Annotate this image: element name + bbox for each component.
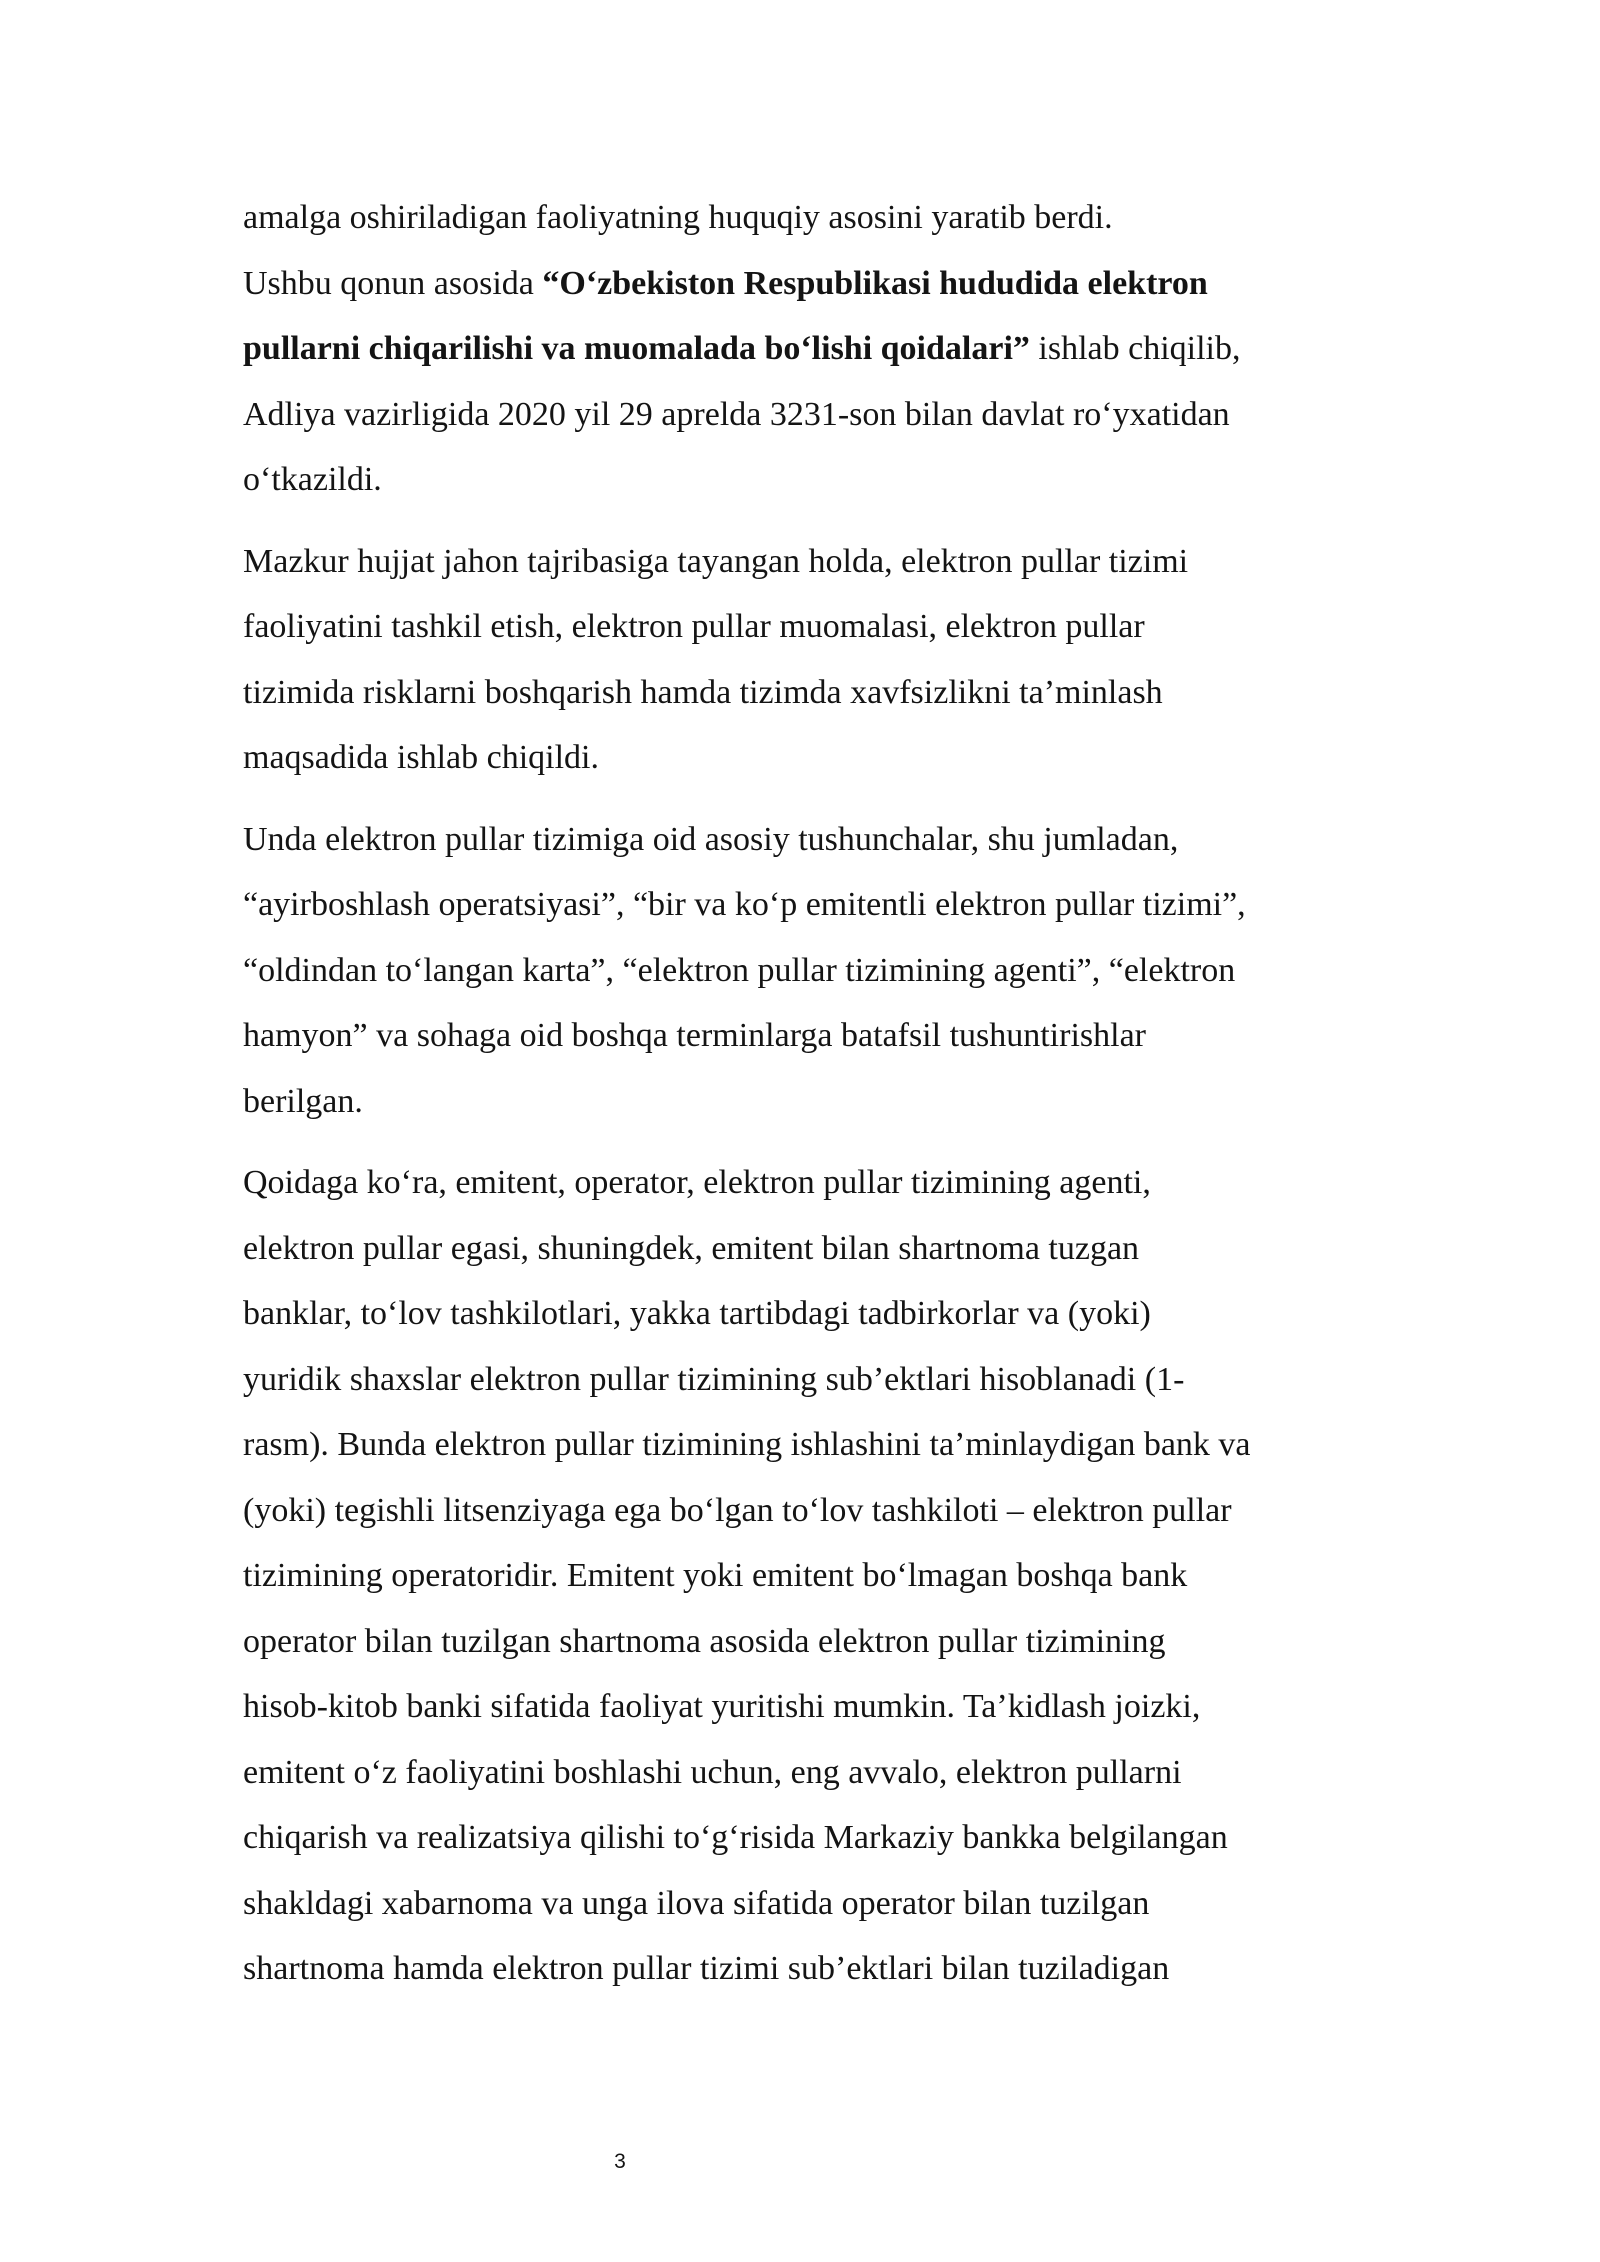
text-run: hamyon” va sohaga oid boshqa terminlarga batafsil tushuntirishlar (243, 1017, 1146, 1054)
text-line (243, 1674, 1373, 1740)
text-line (243, 1740, 1373, 1806)
text-run: shartnoma hamda elektron pullar tizimi sub’ektlari bilan tuziladigan (243, 1950, 1170, 1987)
text-run: oʻtkazildi. (243, 461, 382, 498)
text-run: Ushbu qonun asosida (243, 264, 543, 302)
bold-text-run: pullarni chiqarilishi va muomalada boʻlishi qoidalari” (243, 330, 1030, 367)
text-run: amalga oshiriladigan faoliyatning huquqiy asosini yaratib berdi. (243, 199, 1113, 236)
text-run: maqsadida ishlab chiqildi. (243, 739, 599, 776)
text-line (243, 1281, 1373, 1347)
text-run: tizimida risklarni boshqarish hamda tizimda xavfsizlikni ta’minlash (243, 673, 1163, 711)
text-run: “oldindan toʻlangan karta”, “elektron pullar tizimining agenti”, “elektron (243, 951, 1236, 989)
text-line (243, 251, 1373, 317)
text-run: banklar, toʻlov tashkilotlari, yakka tartibdagi tadbirkorlar va (yoki) (243, 1295, 1151, 1332)
text-run: ishlab chiqilib, (1029, 330, 1241, 367)
page-number: 3 (614, 2150, 626, 2173)
text-line (243, 529, 1373, 595)
text-run: yuridik shaxslar elektron pullar tizimining sub’ektlari hisoblanadi (1- (243, 1360, 1185, 1398)
text-run: elektron pullar egasi, shuningdek, emitent bilan shartnoma tuzgan (243, 1229, 1140, 1267)
text-line (243, 807, 1373, 873)
text-run: Mazkur hujjat jahon tajribasiga tayangan holda, elektron pullar tizimi (243, 542, 1189, 580)
text-run: tizimining operatoridir. Emitent yoki emitent boʻlmagan boshqa bank (243, 1557, 1188, 1594)
text-run: “ayirboshlash operatsiyasi”, “bir va koʻp emitentli elektron pullar tizimi”, (243, 886, 1246, 923)
paragraph (243, 185, 1373, 513)
text-run: emitent oʻz faoliyatini boshlashi uchun, eng avvalo, elektron pullarni (243, 1753, 1182, 1791)
text-line (243, 1936, 1373, 2002)
text-run: hisob-kitob banki sifatida faoliyat yuritishi mumkin. Ta’kidlash joizki, (243, 1688, 1201, 1725)
paragraph (243, 1150, 1373, 2002)
text-line (243, 1805, 1373, 1871)
text-line (243, 1347, 1373, 1413)
paragraph (243, 529, 1373, 791)
text-line (243, 185, 1373, 251)
text-line (243, 316, 1373, 382)
text-line (243, 1543, 1373, 1609)
text-line (243, 382, 1373, 448)
text-run: shakldagi xabarnoma va unga ilova sifatida operator bilan tuzilgan (243, 1884, 1150, 1922)
paragraph (243, 807, 1373, 1135)
text-run: operator bilan tuzilgan shartnoma asosida elektron pullar tizimining (243, 1622, 1166, 1660)
text-run: faoliyatini tashkil etish, elektron pullar muomalasi, elektron pullar (243, 608, 1145, 645)
text-run: berilgan. (243, 1082, 363, 1120)
body-text (243, 185, 1373, 2018)
text-line (243, 594, 1373, 660)
bold-text-run: “Oʻzbekiston Respublikasi hududida elektron (542, 264, 1208, 302)
text-line (243, 1478, 1373, 1544)
text-run: chiqarish va realizatsiya qilishi toʻgʻrisida Markaziy bankka belgilangan (243, 1819, 1228, 1856)
text-line (243, 1412, 1373, 1478)
text-line (243, 660, 1373, 726)
text-line (243, 1871, 1373, 1937)
text-run: rasm). Bunda elektron pullar tizimining ishlashini ta’minlaydigan bank va (243, 1426, 1251, 1463)
text-line (243, 1609, 1373, 1675)
text-line (243, 872, 1373, 938)
text-line (243, 938, 1373, 1004)
text-line (243, 1216, 1373, 1282)
text-line (243, 1069, 1373, 1135)
text-run: Unda elektron pullar tizimiga oid asosiy tushunchalar, shu jumladan, (243, 820, 1179, 858)
text-line (243, 1003, 1373, 1069)
text-line (243, 725, 1373, 791)
text-run: Adliya vazirligida 2020 yil 29 aprelda 3231-son bilan davlat roʻyxatidan (243, 395, 1230, 433)
text-line (243, 1150, 1373, 1216)
text-run: (yoki) tegishli litsenziyaga ega boʻlgan toʻlov tashkiloti – elektron pullar (243, 1491, 1232, 1529)
text-line (243, 447, 1373, 513)
text-run: Qoidaga koʻra, emitent, operator, elektron pullar tizimining agenti, (243, 1164, 1151, 1201)
